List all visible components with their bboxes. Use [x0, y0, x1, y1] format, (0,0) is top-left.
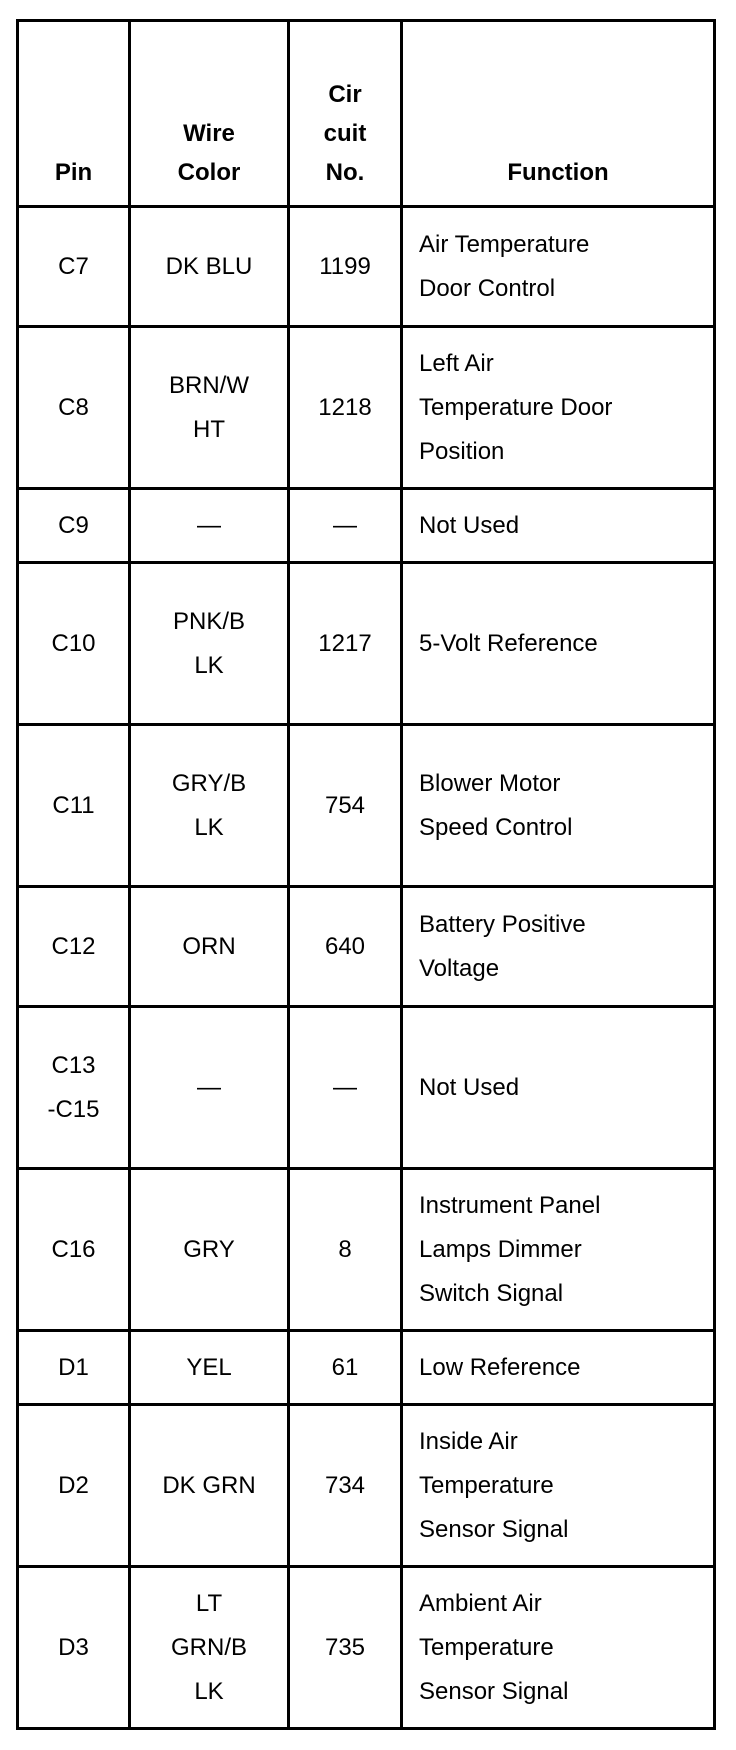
pin-cell: C12 [18, 887, 130, 1007]
pin-cell: D1 [18, 1331, 130, 1405]
function-cell: Inside Air Temperature Sensor Signal [402, 1405, 715, 1567]
circuit-no-cell: 735 [289, 1567, 402, 1729]
table-row [18, 1331, 715, 1405]
wire-color-cell: — [130, 1007, 289, 1169]
table-row [18, 887, 715, 1007]
function-cell: Air Temperature Door Control [402, 207, 715, 327]
pin-cell: D3 [18, 1567, 130, 1729]
header-circuit-no: Cir cuit No. [289, 21, 402, 207]
wire-color-cell: DK GRN [130, 1405, 289, 1567]
header-pin: Pin [18, 21, 130, 207]
table-row [18, 1169, 715, 1331]
pin-cell: C7 [18, 207, 130, 327]
table-header-row [18, 21, 715, 207]
function-cell: Instrument Panel Lamps Dimmer Switch Signal [402, 1169, 715, 1331]
function-cell: Blower Motor Speed Control [402, 725, 715, 887]
wire-color-cell: DK BLU [130, 207, 289, 327]
wire-color-cell: — [130, 489, 289, 563]
table-row [18, 1007, 715, 1169]
pin-cell: C16 [18, 1169, 130, 1331]
circuit-no-cell: — [289, 1007, 402, 1169]
pin-cell: C8 [18, 327, 130, 489]
wire-color-cell: PNK/B LK [130, 563, 289, 725]
pin-cell: C11 [18, 725, 130, 887]
function-cell: Battery Positive Voltage [402, 887, 715, 1007]
circuit-no-cell: 1199 [289, 207, 402, 327]
header-function: Function [402, 21, 715, 207]
table-row [18, 563, 715, 725]
wire-color-cell: GRY [130, 1169, 289, 1331]
wire-color-cell: YEL [130, 1331, 289, 1405]
circuit-no-cell: 8 [289, 1169, 402, 1331]
table-row [18, 327, 715, 489]
header-wire-color: Wire Color [130, 21, 289, 207]
table-row [18, 725, 715, 887]
wire-color-cell: ORN [130, 887, 289, 1007]
function-cell: 5-Volt Reference [402, 563, 715, 725]
function-cell: Ambient Air Temperature Sensor Signal [402, 1567, 715, 1729]
connector-pinout-table [16, 19, 716, 1730]
function-cell: Low Reference [402, 1331, 715, 1405]
table-row [18, 207, 715, 327]
pin-cell: C10 [18, 563, 130, 725]
wire-color-cell: GRY/B LK [130, 725, 289, 887]
pin-cell: C13 -C15 [18, 1007, 130, 1169]
pin-cell: D2 [18, 1405, 130, 1567]
function-cell: Left Air Temperature Door Position [402, 327, 715, 489]
circuit-no-cell: 640 [289, 887, 402, 1007]
table-row [18, 489, 715, 563]
connector-pinout-table-container [16, 19, 716, 1730]
pin-cell: C9 [18, 489, 130, 563]
wire-color-cell: LT GRN/B LK [130, 1567, 289, 1729]
wire-color-cell: BRN/W HT [130, 327, 289, 489]
circuit-no-cell: 61 [289, 1331, 402, 1405]
circuit-no-cell: 1218 [289, 327, 402, 489]
table-row [18, 1405, 715, 1567]
table-row [18, 1567, 715, 1729]
function-cell: Not Used [402, 1007, 715, 1169]
circuit-no-cell: — [289, 489, 402, 563]
circuit-no-cell: 754 [289, 725, 402, 887]
function-cell: Not Used [402, 489, 715, 563]
circuit-no-cell: 734 [289, 1405, 402, 1567]
circuit-no-cell: 1217 [289, 563, 402, 725]
